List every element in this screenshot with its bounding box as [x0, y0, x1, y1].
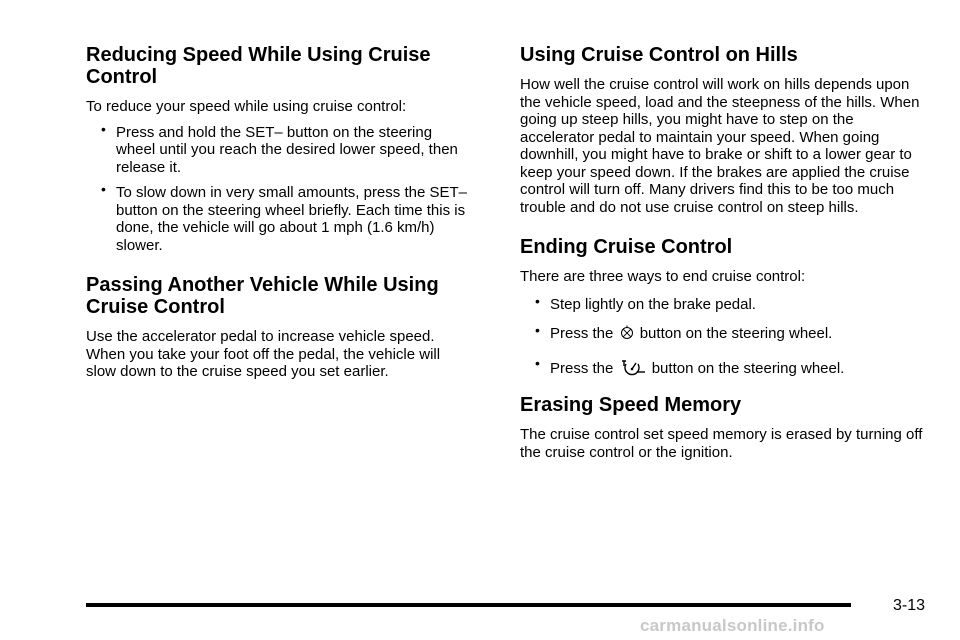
section-reducing-speed: [86, 44, 471, 254]
intro-reducing-speed: To reduce your speed while using cruise control:: [86, 98, 407, 115]
list-item-text-after: button on the steering wheel.: [651, 359, 845, 377]
list-item: [520, 322, 930, 346]
bullet-icon: •: [535, 354, 540, 371]
bullet-icon: •: [101, 120, 106, 137]
watermark: carmanualsonline.info: [640, 616, 825, 635]
cruise-cancel-icon: [620, 325, 634, 346]
list-item-text: To slow down in very small amounts, press the SET– button on the steering wheel briefly. Each time this is done, the vehicle will go about 1 mph (1.6 km/h) slower.: [116, 184, 467, 254]
list-item: [520, 354, 930, 381]
intro-ending-cruise: There are three ways to end cruise control:: [520, 268, 806, 285]
list-item-text: Press the: [550, 325, 614, 342]
body-passing-vehicle: Use the accelerator pedal to increase vehicle speed. When you take your foot off the pedal, the vehicle will slow down to the cruise speed you set earlier.: [86, 328, 441, 380]
list-item: [86, 181, 471, 254]
right-column: [520, 44, 930, 481]
heading-erasing-memory: Erasing Speed Memory: [520, 394, 742, 416]
cruise-on-off-icon: [620, 358, 646, 381]
bullet-icon: •: [535, 322, 540, 338]
footer-rule: [86, 603, 851, 607]
bullet-list-ending-cruise: [520, 292, 930, 381]
bullet-icon: •: [101, 181, 106, 197]
list-item-text: Step lightly on the brake pedal.: [550, 295, 756, 313]
list-item-text: Press and hold the SET– button on the steering wheel until you reach the desired lower speed, then release it.: [116, 123, 458, 176]
heading-passing-vehicle: Passing Another Vehicle While Using Cruise Control: [86, 274, 439, 318]
heading-reducing-speed: Reducing Speed While Using Cruise Control: [86, 44, 431, 88]
list-item-text-after: button on the steering wheel.: [639, 325, 833, 342]
list-item-text: Press the: [550, 359, 614, 377]
list-item: [86, 120, 471, 177]
section-cruise-hills: [520, 44, 930, 216]
section-erasing-memory: [520, 394, 930, 461]
bullet-list-reducing-speed: [86, 120, 471, 255]
body-cruise-hills: How well the cruise control will work on hills depends upon the vehicle speed, load and the steepness of the hills. When going up steep hills, you might have to step on the accelerator pedal to maintain your speed. When going downhill, you might have to brake or shift to a lower gear to keep your speed down. If the brakes are applied the cruise control will turn off. Many drivers find this to be too much trouble and do not use cruise control on steep hills.: [520, 76, 920, 216]
heading-ending-cruise: Ending Cruise Control: [520, 236, 733, 258]
list-item: [520, 292, 930, 314]
section-passing-vehicle: [86, 274, 471, 381]
left-column: [86, 44, 471, 401]
body-erasing-memory: The cruise control set speed memory is erased by turning off the cruise control or the ignition.: [520, 426, 923, 461]
section-ending-cruise: [520, 236, 930, 380]
heading-cruise-hills: Using Cruise Control on Hills: [520, 44, 798, 66]
page-number: 3-13: [893, 597, 926, 614]
bullet-icon: •: [535, 292, 540, 309]
